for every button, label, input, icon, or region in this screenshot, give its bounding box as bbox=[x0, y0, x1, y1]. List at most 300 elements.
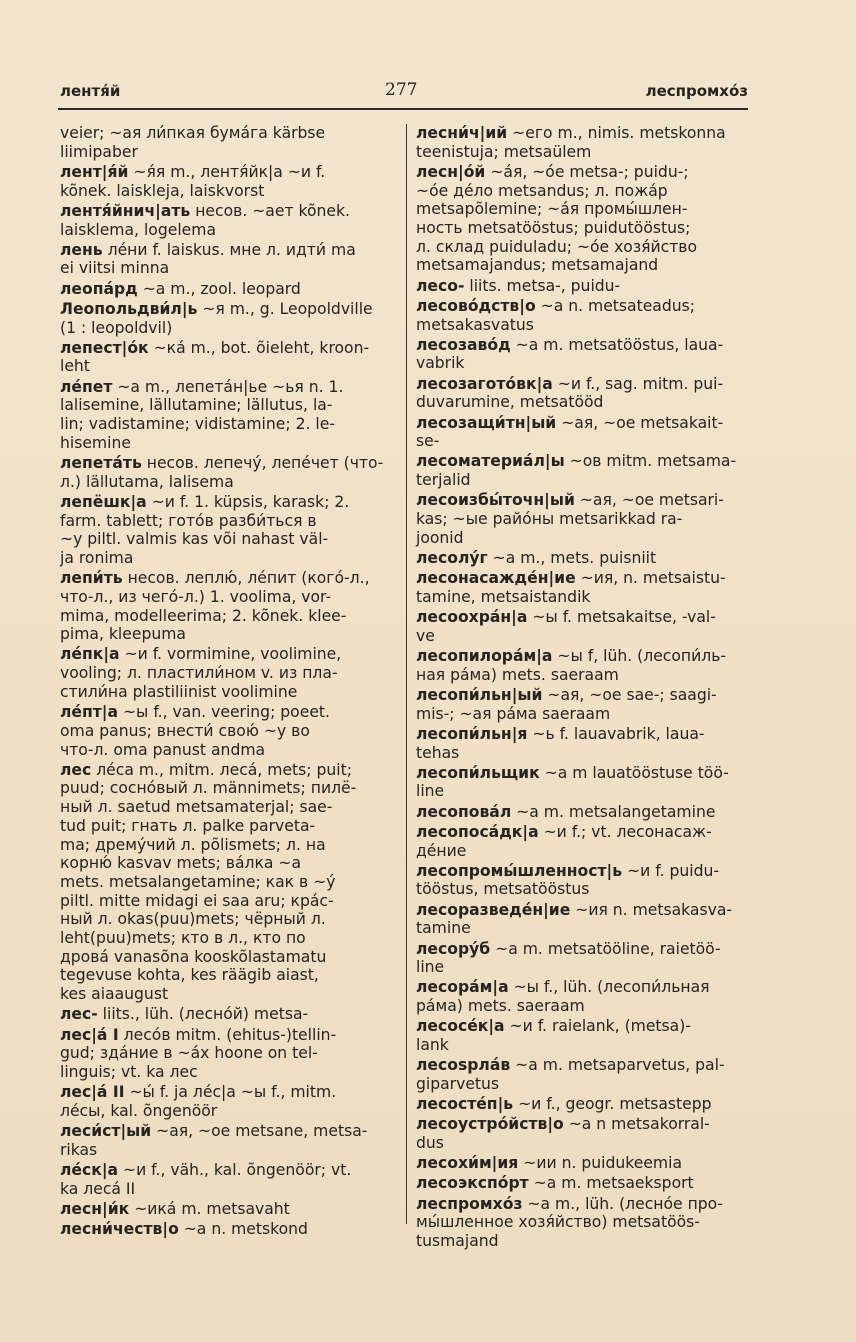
headword: лент|я́й bbox=[60, 162, 129, 181]
headword: лесопилора́м|а bbox=[416, 646, 553, 665]
entry-text: ный л. saetud metsamaterjal; sae- bbox=[60, 798, 333, 817]
dictionary-entry bbox=[416, 336, 750, 373]
dictionary-entry bbox=[60, 1083, 396, 1120]
entry-line bbox=[416, 978, 750, 997]
dictionary-entry bbox=[416, 1195, 750, 1251]
dictionary-entry bbox=[60, 454, 396, 491]
entry-line bbox=[416, 432, 750, 451]
entry-text: metsapõlemine; ~а́я промы́шлен- bbox=[416, 200, 688, 219]
entry-text: tamine, metsaistandik bbox=[416, 587, 591, 606]
entry-line bbox=[60, 761, 396, 780]
entry-text: л.) lällutama, lalisema bbox=[60, 472, 234, 491]
entry-text: kes aiaaugust bbox=[60, 985, 169, 1004]
headword: лесозащи́тн|ый bbox=[416, 413, 557, 432]
entry-line bbox=[60, 396, 396, 415]
header-rule bbox=[58, 108, 748, 110]
entry-text: ~ы f., lüh. (лесопи́льная bbox=[508, 978, 710, 997]
entry-text: lalisemine, lällutamine; lällutus, la- bbox=[60, 396, 333, 415]
entry-text: se- bbox=[416, 432, 440, 451]
dictionary-entry bbox=[60, 493, 396, 568]
headword: лесн|и́к bbox=[60, 1199, 130, 1218]
entry-line bbox=[60, 280, 396, 299]
dictionary-entry bbox=[416, 725, 750, 762]
entry-text: lin; vadistamine; vidistamine; 2. le- bbox=[60, 415, 335, 434]
dictionary-entry bbox=[416, 277, 750, 296]
entry-text: lank bbox=[416, 1036, 449, 1055]
entry-text: ~у piltl. valmis kas või nahast väl- bbox=[60, 530, 329, 549]
entry-line bbox=[416, 163, 750, 182]
entry-line bbox=[416, 919, 750, 938]
entry-line bbox=[60, 664, 396, 683]
headword: лесоустро́йств|о bbox=[416, 1115, 564, 1134]
entry-line bbox=[416, 880, 750, 899]
headword: лесора́м|а bbox=[416, 978, 509, 997]
entry-line bbox=[416, 823, 750, 842]
headword: лесолу́г bbox=[416, 548, 488, 567]
headword: лесоизбы́точн|ый bbox=[416, 491, 575, 510]
dictionary-entry bbox=[60, 163, 396, 200]
entry-text: ~ия, n. metsaistu- bbox=[575, 569, 726, 588]
dictionary-entry bbox=[416, 764, 750, 801]
entry-text: ~ая, ~ое metsakait- bbox=[556, 413, 724, 432]
headword: лесо- bbox=[416, 276, 465, 295]
entry-text: kas; ~ые райо́ны metsarikkad ra- bbox=[416, 510, 683, 529]
entry-line bbox=[416, 666, 750, 685]
right-guide-word: леспромхо́з bbox=[645, 82, 748, 100]
entry-line bbox=[60, 607, 396, 626]
dictionary-entry bbox=[416, 1095, 750, 1114]
entry-line bbox=[416, 529, 750, 548]
entry-text: joonid bbox=[416, 528, 464, 547]
dictionary-entry bbox=[416, 978, 750, 1015]
entry-text: ~и f., geogr. metsastepp bbox=[513, 1095, 712, 1114]
entry-line bbox=[416, 1232, 750, 1251]
entry-text: giparvetus bbox=[416, 1074, 500, 1093]
entry-line bbox=[60, 910, 396, 929]
entry-text: ~ика́ m. metsavaht bbox=[129, 1199, 290, 1218]
entry-line bbox=[60, 163, 396, 182]
entry-line bbox=[60, 241, 396, 260]
entry-text: metsamajandus; metsamajand bbox=[416, 256, 659, 275]
entry-line bbox=[60, 202, 396, 221]
entry-line bbox=[416, 256, 750, 275]
entry-text: tööstus, metsatööstus bbox=[416, 880, 590, 899]
headword: лесни́честв|о bbox=[60, 1220, 179, 1239]
entry-line bbox=[416, 1095, 750, 1114]
entry-text: terjalid bbox=[416, 471, 471, 490]
headword: лесоохра́н|а bbox=[416, 608, 528, 627]
headword: Леопольдви́л|ь bbox=[60, 299, 198, 318]
dictionary-entry bbox=[416, 163, 750, 275]
entry-line bbox=[416, 297, 750, 316]
entry-text: ~а m., zool. leopard bbox=[137, 279, 301, 298]
entry-text: ная ра́ма) mets. saeraam bbox=[416, 665, 619, 684]
entry-line bbox=[60, 929, 396, 948]
entry-text: ja ronima bbox=[60, 548, 134, 567]
entry-text: rikas bbox=[60, 1140, 98, 1159]
entry-text: liits. metsa-, puidu- bbox=[464, 276, 621, 295]
entry-text: ~ь f. lauavabrik, laua- bbox=[527, 724, 705, 743]
headword: лесоэкспо́рт bbox=[416, 1174, 529, 1193]
entry-line bbox=[416, 1195, 750, 1214]
entry-line bbox=[60, 357, 396, 376]
entry-text: ~ы f. metsakaitse, -val- bbox=[527, 608, 716, 627]
entry-text: line bbox=[416, 958, 445, 977]
dictionary-entry bbox=[416, 491, 750, 547]
headword: лесопромы́шленност|ь bbox=[416, 861, 623, 880]
entry-line bbox=[416, 143, 750, 162]
dictionary-entry bbox=[416, 375, 750, 412]
entry-text: mis-; ~ая ра́ма saeraam bbox=[416, 704, 611, 723]
entry-line bbox=[416, 375, 750, 394]
dictionary-entry bbox=[416, 608, 750, 645]
entry-line bbox=[416, 200, 750, 219]
entry-line bbox=[416, 452, 750, 471]
entry-text: ~и f. puidu- bbox=[622, 861, 720, 880]
entry-text: tegevuse kohta, kes räägib aiast, bbox=[60, 966, 319, 985]
entry-line bbox=[60, 512, 396, 531]
entry-line bbox=[416, 549, 750, 568]
entry-text: ~его m., nimis. metskonna bbox=[507, 124, 726, 142]
entry-text: лесо́в mitm. (ehitus-)tellin- bbox=[118, 1025, 337, 1044]
entry-line bbox=[416, 1056, 750, 1075]
headword: лесопи́льн|ый bbox=[416, 685, 543, 704]
entry-line bbox=[60, 530, 396, 549]
entry-line bbox=[416, 1017, 750, 1036]
entry-text: ~а m., lüh. (лесно́е про- bbox=[522, 1194, 723, 1213]
entry-text: mima, modelleerima; 2. kõnek. klee- bbox=[60, 606, 347, 625]
dictionary-entry bbox=[416, 297, 750, 334]
entry-line bbox=[60, 985, 396, 1004]
entry-line bbox=[60, 779, 396, 798]
entry-text: несов. ~ает kõnek. bbox=[190, 201, 350, 220]
entry-line bbox=[60, 1026, 396, 1045]
entry-line bbox=[60, 1102, 396, 1121]
entry-line bbox=[416, 725, 750, 744]
dictionary-entry bbox=[60, 378, 396, 453]
headword: лесонасажде́н|ие bbox=[416, 569, 576, 588]
headword: лесн|о́й bbox=[416, 162, 486, 181]
dictionary-entry bbox=[416, 1115, 750, 1152]
entry-line bbox=[416, 647, 750, 666]
entry-line bbox=[416, 1115, 750, 1134]
entry-text: ~ы f, lüh. (лесопи́ль- bbox=[552, 646, 727, 665]
entry-line bbox=[60, 1044, 396, 1063]
entry-text: ~ая, ~ое metsane, metsa- bbox=[151, 1122, 368, 1141]
entry-line bbox=[60, 300, 396, 319]
entry-line bbox=[416, 219, 750, 238]
dictionary-entry bbox=[60, 761, 396, 1004]
dictionary-entry bbox=[60, 569, 396, 644]
entry-text: ~и f., sag. mitm. pui- bbox=[552, 374, 724, 393]
entry-text: vabrik bbox=[416, 354, 465, 373]
entry-text: ~а m. metsalangetamine bbox=[511, 802, 716, 821]
entry-text: ~а m. metsatööline, raietöö- bbox=[490, 939, 721, 958]
entry-line bbox=[60, 1005, 396, 1024]
entry-text: ~а n metsakorral- bbox=[563, 1115, 710, 1134]
dictionary-entry bbox=[60, 300, 396, 337]
headword: лесопи́льн|я bbox=[416, 724, 528, 743]
entry-line bbox=[60, 1122, 396, 1141]
entry-text: ~а m lauatööstuse töö- bbox=[539, 763, 729, 782]
entry-line bbox=[60, 1220, 396, 1239]
entry-line bbox=[416, 627, 750, 646]
dictionary-entry bbox=[60, 1161, 396, 1198]
dictionary-entry bbox=[416, 901, 750, 938]
entry-text: tamine bbox=[416, 919, 471, 938]
dictionary-entry bbox=[416, 452, 750, 489]
entry-line bbox=[60, 798, 396, 817]
entry-text: pima, kleepuma bbox=[60, 625, 186, 644]
entry-line bbox=[60, 892, 396, 911]
entry-text: ле́ни f. laiskus. мне л. идти́ ma bbox=[102, 240, 356, 259]
headword: лесospла́в bbox=[416, 1056, 511, 1075]
entry-line bbox=[416, 510, 750, 529]
column-divider bbox=[406, 124, 407, 1224]
entry-line bbox=[60, 683, 396, 702]
dictionary-entry bbox=[416, 1174, 750, 1193]
entry-text: ра́ма) mets. saeraam bbox=[416, 997, 585, 1016]
entry-text: мы́шленное хозя́йство) metsatöös- bbox=[416, 1213, 700, 1232]
headword: ле́пт|а bbox=[60, 703, 119, 722]
entry-text: tud puit; гнать л. palke parveta- bbox=[60, 816, 316, 835]
entry-text: ~и f. vormimine, voolimine, bbox=[119, 645, 342, 664]
headword: лепёшк|а bbox=[60, 492, 147, 511]
entry-line bbox=[60, 143, 396, 162]
dictionary-entry bbox=[416, 1017, 750, 1054]
entry-line bbox=[60, 1083, 396, 1102]
entry-line bbox=[416, 608, 750, 627]
entry-text: корню́ kasvav mets; ва́лка ~а bbox=[60, 854, 302, 873]
dictionary-entry bbox=[60, 703, 396, 759]
entry-text: ve bbox=[416, 626, 435, 645]
entry-line bbox=[416, 182, 750, 201]
entry-line bbox=[60, 1161, 396, 1180]
entry-text: ma; дрему́чий л. põlismets; л. на bbox=[60, 835, 326, 854]
entry-text: mets. metsalangetamine; как в ~у́ bbox=[60, 872, 336, 891]
entry-text: ka леса́ II bbox=[60, 1179, 136, 1198]
headword: лесосе́к|а bbox=[416, 1017, 505, 1036]
headword: лес|а́ II bbox=[60, 1083, 125, 1102]
dictionary-entry bbox=[60, 645, 396, 701]
entry-text: ~ка́ m., bot. õieleht, kroon- bbox=[148, 338, 370, 357]
entry-text: gud; зда́ние в ~а́х hoone on tel- bbox=[60, 1044, 318, 1063]
entry-text: что-л., из чего́-л.) 1. voolima, vor- bbox=[60, 587, 332, 606]
dictionary-entry bbox=[60, 241, 396, 278]
entry-text: ~а n. metsateadus; bbox=[535, 296, 696, 315]
entry-text: hisemine bbox=[60, 433, 131, 452]
headword: ле́пет bbox=[60, 377, 113, 396]
entry-text: leht(puu)mets; кто в л., кто по bbox=[60, 929, 306, 948]
entry-line bbox=[60, 873, 396, 892]
entry-text: ~ая, ~ое metsari- bbox=[574, 491, 724, 510]
headword: ле́ск|а bbox=[60, 1160, 119, 1179]
entry-line bbox=[60, 549, 396, 568]
headword: лень bbox=[60, 240, 103, 259]
entry-line bbox=[60, 182, 396, 201]
headword: лесозагото́вк|а bbox=[416, 374, 553, 393]
entry-line bbox=[60, 434, 396, 453]
entry-text: де́ние bbox=[416, 841, 467, 860]
entry-text: farm. tablett; гото́в разби́ться в bbox=[60, 511, 317, 530]
entry-line bbox=[60, 854, 396, 873]
entry-line bbox=[416, 764, 750, 783]
entry-line bbox=[416, 744, 750, 763]
entry-text: дрова́ vanasõna kooskõlastamatu bbox=[60, 947, 327, 966]
entry-line bbox=[60, 339, 396, 358]
entry-line bbox=[416, 393, 750, 412]
entry-line bbox=[60, 588, 396, 607]
entry-line bbox=[416, 782, 750, 801]
entry-text: ность metsatööstus; puidutööstus; bbox=[416, 219, 691, 238]
entry-text: ~и f.; vt. лесонасаж- bbox=[538, 822, 712, 841]
entry-text: metsakasvatus bbox=[416, 315, 534, 334]
entry-text: ~а m. metsaparvetus, pal- bbox=[510, 1056, 725, 1075]
headword: леспромхо́з bbox=[416, 1194, 523, 1213]
entry-text: veier; ~ая ли́пкая бума́га kärbse bbox=[60, 124, 326, 142]
headword: лесохи́м|ия bbox=[416, 1154, 519, 1173]
entry-text: ~ия n. metsakasva- bbox=[570, 900, 733, 919]
dictionary-entry bbox=[416, 1056, 750, 1093]
entry-text: что-л. oma panust andma bbox=[60, 740, 266, 759]
entry-text: liits., lüh. (лесно́й) metsa- bbox=[97, 1005, 309, 1024]
headword: лесни́ч|ий bbox=[416, 124, 508, 142]
entry-line bbox=[416, 491, 750, 510]
entry-text: ный л. okas(puu)mets; чёрный л. bbox=[60, 910, 326, 929]
entry-text: leht bbox=[60, 357, 90, 376]
entry-line bbox=[416, 124, 750, 143]
entry-text: oma panus; внести́ свою́ ~у во bbox=[60, 721, 310, 740]
entry-line bbox=[416, 1154, 750, 1173]
entry-line bbox=[416, 588, 750, 607]
entry-text: ле́са m., mitm. леса́, mets; puit; bbox=[91, 760, 352, 779]
entry-text: dus bbox=[416, 1134, 444, 1153]
dictionary-entry bbox=[60, 1005, 396, 1024]
entry-line bbox=[60, 836, 396, 855]
page-number: 277 bbox=[385, 80, 418, 100]
entry-text: ~ая, ~ое sae-; saagi- bbox=[542, 685, 717, 704]
headword: лесово́дств|о bbox=[416, 296, 536, 315]
headword: лепи́ть bbox=[60, 569, 123, 588]
entry-line bbox=[416, 842, 750, 861]
entry-text: duvarumine, metsatööd bbox=[416, 393, 604, 412]
dictionary-entry bbox=[60, 1122, 396, 1159]
dictionary-entry bbox=[60, 1200, 396, 1219]
entry-text: ~ов mitm. metsama- bbox=[564, 452, 737, 471]
entry-line bbox=[60, 817, 396, 836]
headword: лесосте́п|ь bbox=[416, 1095, 514, 1114]
entry-text: vooling; л. пластили́ном v. из пла- bbox=[60, 664, 338, 683]
dictionary-entry bbox=[60, 1026, 396, 1082]
entry-line bbox=[416, 316, 750, 335]
entry-line bbox=[60, 319, 396, 338]
headword: леопа́рд bbox=[60, 279, 138, 298]
entry-line bbox=[416, 705, 750, 724]
entry-line bbox=[60, 645, 396, 664]
entry-line bbox=[416, 1036, 750, 1055]
entry-line bbox=[60, 1141, 396, 1160]
entry-text: laisklema, logelema bbox=[60, 220, 216, 239]
entry-line bbox=[60, 454, 396, 473]
entry-line bbox=[60, 948, 396, 967]
dictionary-entry bbox=[416, 686, 750, 723]
entry-text: piltl. mitte midagi ei saa aru; кра́с- bbox=[60, 891, 334, 910]
entry-line bbox=[416, 1134, 750, 1153]
entry-text: linguis; vt. ka лес bbox=[60, 1062, 198, 1081]
dictionary-entry bbox=[416, 549, 750, 568]
dictionary-entry bbox=[416, 414, 750, 451]
entry-line bbox=[60, 722, 396, 741]
headword: ле́пк|а bbox=[60, 645, 120, 664]
entry-text: (1 : leopoldvil) bbox=[60, 318, 173, 337]
entry-line bbox=[60, 625, 396, 644]
dictionary-entry bbox=[60, 280, 396, 299]
entry-line bbox=[416, 569, 750, 588]
entry-line bbox=[60, 493, 396, 512]
entry-line bbox=[416, 1075, 750, 1094]
entry-line bbox=[60, 1063, 396, 1082]
entry-text: ~а m. metsatööstus, laua- bbox=[510, 335, 724, 354]
entry-line bbox=[60, 1180, 396, 1199]
entry-line bbox=[60, 1200, 396, 1219]
entry-text: стили́на plastiliinist voolimine bbox=[60, 682, 298, 701]
entry-line bbox=[416, 1174, 750, 1193]
entry-line bbox=[60, 966, 396, 985]
entry-line bbox=[60, 473, 396, 492]
headword: лес- bbox=[60, 1005, 98, 1024]
dictionary-entry bbox=[416, 862, 750, 899]
entry-text: ~а m., лепета́н|ье ~ья n. 1. bbox=[112, 377, 344, 396]
entry-text: л. склад puiduladu; ~о́е хозя́йство bbox=[416, 237, 698, 256]
entry-line bbox=[416, 277, 750, 296]
entry-line bbox=[60, 415, 396, 434]
entry-line bbox=[416, 997, 750, 1016]
dictionary-entry bbox=[60, 202, 396, 239]
entry-text: ~и f. raielank, (metsa)- bbox=[504, 1017, 691, 1036]
dictionary-entry bbox=[416, 569, 750, 606]
headword: лесопоса́дк|а bbox=[416, 822, 539, 841]
headword: леси́ст|ый bbox=[60, 1122, 152, 1141]
entry-line bbox=[60, 378, 396, 397]
dictionary-entry bbox=[416, 124, 750, 161]
left-column bbox=[60, 124, 396, 1240]
entry-line bbox=[416, 803, 750, 822]
left-guide-word: лентя́й bbox=[60, 82, 121, 100]
entry-text: ~о́е де́ло metsandus; л. пожа́р bbox=[416, 181, 668, 200]
right-column bbox=[416, 124, 750, 1252]
entry-text: ~и f. 1. küpsis, karask; 2. bbox=[146, 492, 350, 511]
dictionary-entry bbox=[60, 1220, 396, 1239]
entry-text: ~я́я m., лентя́йк|а ~и f. bbox=[128, 162, 326, 181]
headword: лесопи́льщик bbox=[416, 763, 540, 782]
entry-line bbox=[416, 354, 750, 373]
dictionary-entry bbox=[416, 647, 750, 684]
entry-text: ~а m., mets. puisniit bbox=[487, 548, 657, 567]
entry-text: ~а m. metsaeksport bbox=[528, 1174, 694, 1193]
dictionary-entry bbox=[416, 823, 750, 860]
headword: лес|а́ I bbox=[60, 1025, 119, 1044]
entry-line bbox=[416, 686, 750, 705]
entry-line bbox=[60, 259, 396, 278]
entry-text: несов. леплю́, ле́пит (кого́-л., bbox=[122, 569, 370, 588]
entry-text: несов. лепечу́, лепе́чет (что- bbox=[141, 453, 384, 472]
entry-line bbox=[60, 221, 396, 240]
entry-line bbox=[416, 940, 750, 959]
entry-text: liimipaber bbox=[60, 142, 138, 161]
entry-line bbox=[416, 901, 750, 920]
entry-line bbox=[416, 336, 750, 355]
headword: лесоразведе́н|ие bbox=[416, 900, 571, 919]
